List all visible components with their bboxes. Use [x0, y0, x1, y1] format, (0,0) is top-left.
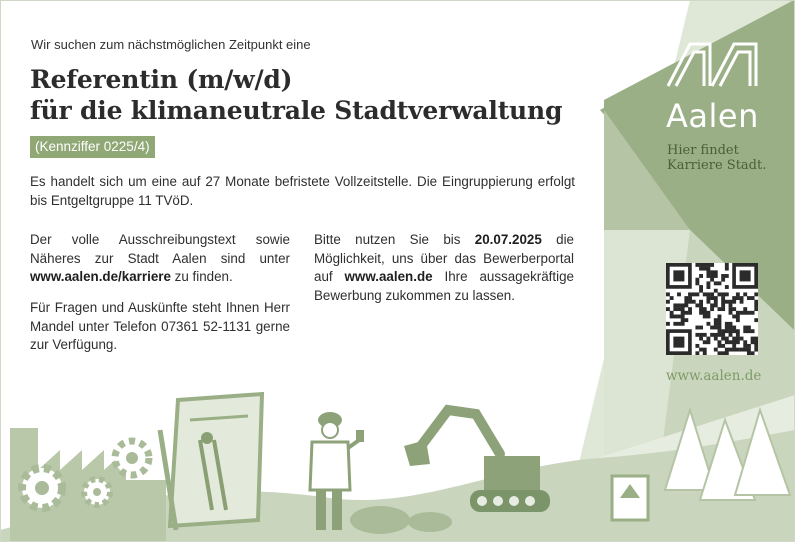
application-text-b: die Möglichkeit, uns über das Bewerberportal auf [314, 232, 574, 284]
gear-icon [22, 468, 62, 508]
website-text[interactable]: www.aalen.de [666, 368, 762, 384]
application-text-a: Bitte nutzen Sie bis [314, 232, 475, 247]
reference-number-badge: (Kennziffer 0225/4) [30, 136, 155, 158]
qr-code-icon[interactable] [666, 263, 758, 355]
construction-illustration [0, 380, 795, 542]
brand-tagline [667, 143, 777, 173]
careers-link[interactable]: www.aalen.de/karriere [30, 269, 171, 284]
full-posting-paragraph [30, 231, 290, 287]
position-details-paragraph: Es handelt sich um eine auf 27 Monate befristete Vollzeitstelle. Die Eingruppierung erfolgt bis Entgeltgruppe 11 TVöD. [30, 174, 575, 208]
recycling-bin-icon [612, 476, 648, 520]
tagline-line-1: Hier findet [667, 143, 739, 158]
portal-link[interactable]: www.aalen.de [344, 269, 433, 284]
full-posting-text-b: zu finden. [170, 269, 233, 284]
full-posting-text-a: Der volle Ausschreibungstext sowie Näheres zur Stadt Aalen sind unter [30, 232, 290, 266]
tree-icon [665, 410, 790, 500]
job-title-line-2: für die klimaneutrale Stadtverwaltung [30, 96, 563, 125]
contact-paragraph: Für Fragen und Auskünfte steht Ihnen Herr Mandel unter Telefon 07361 52-1131 gerne zur Verfügung. [30, 300, 290, 352]
double-a-logo-icon [666, 42, 758, 88]
brand-name: Aalen [666, 97, 759, 135]
application-paragraph [314, 231, 574, 305]
tagline-line-2: Karriere Stadt. [667, 158, 767, 173]
drafting-board-icon [160, 394, 262, 530]
job-title-line-1: Referentin (m/w/d) [30, 65, 293, 94]
gear-icon [115, 441, 149, 475]
deadline-date: 20.07.2025 [474, 232, 542, 247]
application-text-c: Ihre aussagekräftige Bewerbung zukommen zu lassen. [314, 269, 574, 303]
gear-icon [84, 479, 110, 505]
intro-text: Wir suchen zum nächstmöglichen Zeitpunkt eine [31, 37, 311, 52]
